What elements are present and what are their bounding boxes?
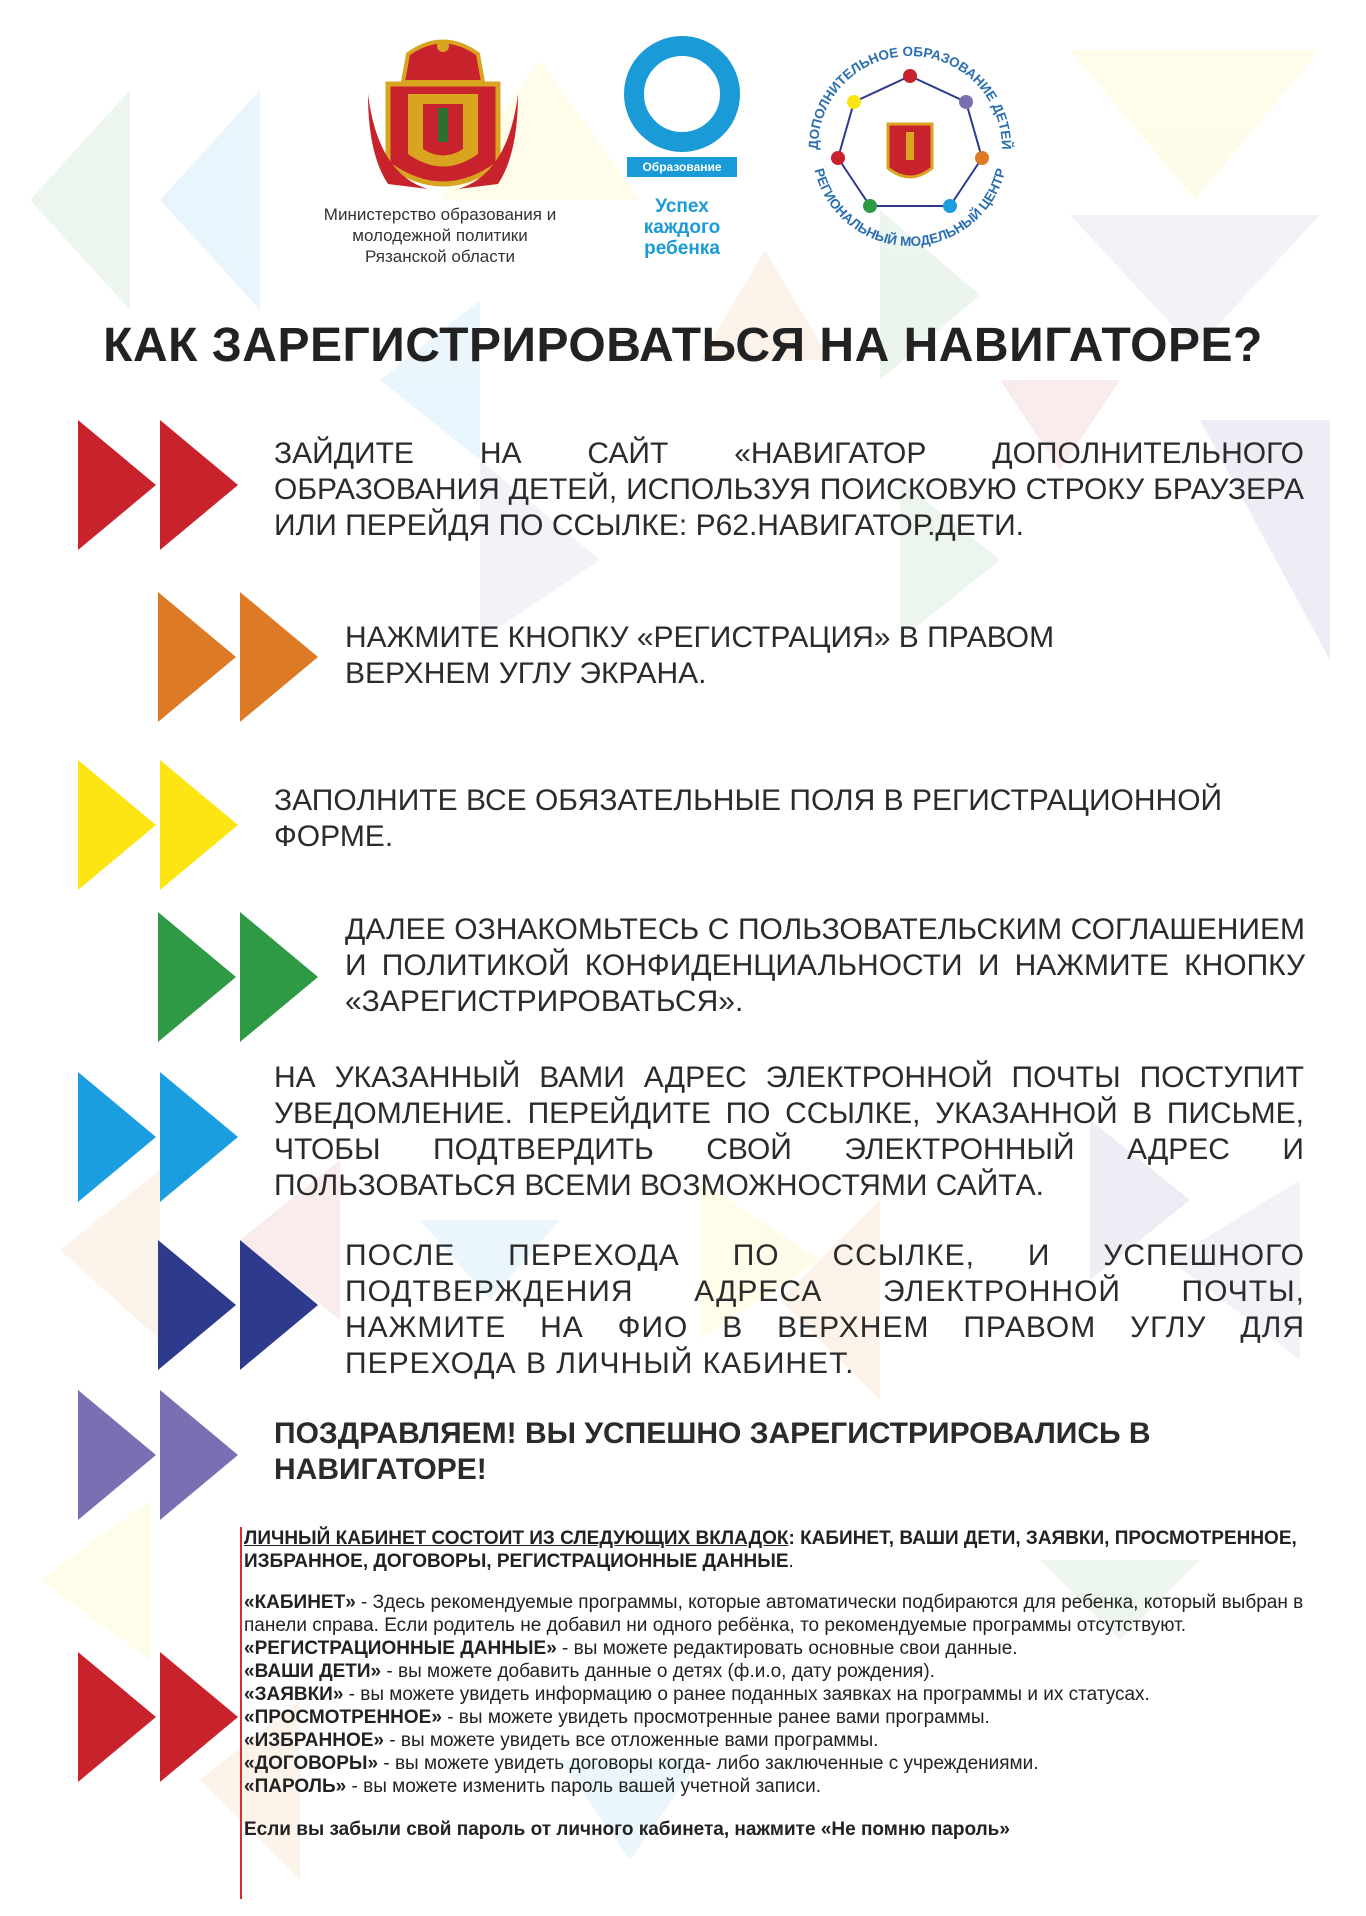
step-6-text: ПОСЛЕ ПЕРЕХОДА ПО ССЫЛКЕ, И УСПЕШНОГО ПОДТВЕРЖДЕНИЯ АДРЕСА ЭЛЕКТРОННОЙ ПОЧТЫ, НАЖМИТЕ НА ФИО В ВЕРХНЕМ ПРАВОМ УГЛУ ДЛЯ ПЕРЕХОДА В ЛИЧНЫЙ КАБИНЕТ.: [345, 1239, 1305, 1380]
info-value: - вы можете увидеть все отложенные вами программы.: [383, 1730, 879, 1751]
info-row-favorites: [244, 1729, 1330, 1752]
info-row-viewed: [244, 1706, 1330, 1729]
info-row-password: [244, 1775, 1330, 1798]
step-6-arrows: [158, 1240, 318, 1370]
step-2-arrows: [158, 592, 318, 722]
center-ring-top-text: ДОПОЛНИТЕЛЬНОЕ ОБРАЗОВАНИЕ ДЕТЕЙ: [805, 43, 1015, 150]
ministry-line-3: Рязанской области: [364, 247, 515, 266]
step-1-arrow-right: [160, 420, 238, 550]
slogan-line-2: каждого: [643, 217, 721, 238]
step-5-arrow-right: [160, 1072, 238, 1202]
step-2-arrow-left: [158, 592, 236, 722]
page-title: КАК ЗАРЕГИСТРИРОВАТЬСЯ НА НАВИГАТОРЕ?: [103, 319, 1263, 372]
info-key: «ВАШИ ДЕТИ»: [244, 1661, 382, 1682]
info-key: «ПАРОЛЬ»: [244, 1776, 347, 1797]
step-7-text: ПОЗДРАВЛЯЕМ! ВЫ УСПЕШНО ЗАРЕГИСТРИРОВАЛИСЬ В НАВИГАТОРЕ!: [274, 1417, 1151, 1486]
info-value: - вы можете изменить пароль вашей учетной записи.: [346, 1776, 822, 1797]
info-key: «РЕГИСТРАЦИОННЫЕ ДАННЫЕ»: [244, 1638, 557, 1659]
coat-of-arms-logo: [368, 34, 518, 199]
step-1-text: ЗАЙДИТЕ НА САЙТ «НАВИГАТОР ДОПОЛНИТЕЛЬНОГО ОБРАЗОВАНИЯ ДЕТЕЙ, ИСПОЛЬЗУЯ ПОИСКОВУЮ СТРОКУ БРАУЗЕРА ИЛИ ПЕРЕЙДЯ ПО ССЫЛКЕ: Р62.НАВИГАТОР.ДЕТИ.: [274, 437, 1304, 542]
step-6-arrow-right: [240, 1240, 318, 1370]
step-1-arrow-left: [78, 420, 156, 550]
personal-account-info: [240, 1527, 1330, 1899]
step-4-arrows: [158, 912, 318, 1042]
info-key: «ПРОСМОТРЕННОЕ»: [244, 1707, 442, 1728]
step-3-text: ЗАПОЛНИТЕ ВСЕ ОБЯЗАТЕЛЬНЫЕ ПОЛЯ В РЕГИСТРАЦИОННОЙ ФОРМЕ.: [274, 784, 1223, 853]
forgot-password-note: Если вы забыли свой пароль от личного кабинета, нажмите «Не помню пароль»: [244, 1819, 1010, 1840]
step-7-arrow-left: [78, 1390, 156, 1520]
tabs-heading: ЛИЧНЫЙ КАБИНЕТ СОСТОИТ ИЗ СЛЕДУЮЩИХ ВКЛАДОК: [244, 1528, 789, 1549]
education-project-logo: [618, 30, 746, 163]
step-3-arrows: [78, 760, 238, 890]
step-5-arrow-left: [78, 1072, 156, 1202]
step-6-arrow-left: [158, 1240, 236, 1370]
step-7-arrows: [78, 1390, 238, 1520]
step-4-arrow-right: [240, 912, 318, 1042]
step-1-arrows: [78, 420, 238, 550]
info-arrow-left: [78, 1652, 156, 1782]
step-3-arrow-left: [78, 760, 156, 890]
info-value: - вы можете добавить данные о детях (ф.и.о, дату рождения).: [381, 1661, 935, 1682]
info-value: - вы можете редактировать основные свои данные.: [556, 1638, 1018, 1659]
info-row-registration-data: [244, 1637, 1330, 1660]
education-badge: Образование: [627, 157, 737, 177]
ministry-name: [300, 204, 580, 267]
info-row-contracts: [244, 1752, 1330, 1775]
step-7-arrow-right: [160, 1390, 238, 1520]
info-value: - вы можете увидеть просмотренные ранее вами программы.: [441, 1707, 990, 1728]
step-5-arrows: [78, 1072, 238, 1202]
regional-center-emblem: [790, 28, 1030, 273]
step-4-arrow-left: [158, 912, 236, 1042]
ministry-line-1: Министерство образования и: [323, 205, 557, 224]
step-2-arrow-right: [240, 592, 318, 722]
info-key: «ЗАЯВКИ»: [244, 1684, 344, 1705]
svg-text:РЕГИОНАЛЬНЫЙ МОДЕЛЬНЫЙ ЦЕНТР: [811, 167, 1008, 249]
ministry-line-2: молодежной политики: [352, 226, 528, 245]
tabs-end: .: [788, 1551, 794, 1572]
info-key: «ИЗБРАННОЕ»: [244, 1730, 384, 1751]
step-2-text: НАЖМИТЕ КНОПКУ «РЕГИСТРАЦИЯ» В ПРАВОМ ВЕРХНЕМ УГЛУ ЭКРАНА.: [345, 621, 1055, 690]
info-value: - вы можете увидеть информацию о ранее поданных заявках на программы и их статусах.: [343, 1684, 1150, 1705]
slogan-line-3: ребенка: [644, 238, 720, 259]
education-slogan: [620, 196, 744, 259]
info-value: - Здесь рекомендуемые программы, которые автоматически подбираются для ребенка, который выбран в панели справа. Если родитель не добавил ни одного ребёнка, то рекомендуемые программы отсутствуют.: [244, 1592, 1304, 1636]
info-value: - вы можете увидеть договоры когда- либо заключенные с учреждениями.: [378, 1753, 1039, 1774]
tabs-list: : КАБИНЕТ, ВАШИ ДЕТИ, ЗАЯВКИ, ПРОСМОТРЕННОЕ, ИЗБРАННОЕ, ДОГОВОРЫ, РЕГИСТРАЦИОННЫЕ ДАННЫЕ: [244, 1528, 1297, 1572]
slogan-line-1: Успех: [655, 196, 709, 217]
step-5-text: НА УКАЗАННЫЙ ВАМИ АДРЕС ЭЛЕКТРОННОЙ ПОЧТЫ ПОСТУПИТ УВЕДОМЛЕНИЕ. ПЕРЕЙДИТЕ ПО ССЫЛКЕ, УКАЗАННОЙ В ПИСЬМЕ, ЧТОБЫ ПОДТВЕРДИТЬ СВОЙ ЭЛЕКТРОННЫЙ АДРЕС И ПОЛЬЗОВАТЬСЯ ВСЕМИ ВОЗМОЖНОСТЯМИ САЙТА.: [274, 1061, 1304, 1202]
step-4-text: ДАЛЕЕ ОЗНАКОМЬТЕСЬ С ПОЛЬЗОВАТЕЛЬСКИМ СОГЛАШЕНИЕМ И ПОЛИТИКОЙ КОНФИДЕНЦИАЛЬНОСТИ И НАЖМИТЕ КНОПКУ «ЗАРЕГИСТРИРОВАТЬСЯ».: [345, 913, 1305, 1018]
step-3-arrow-right: [160, 760, 238, 890]
tabs-description: [244, 1527, 1330, 1573]
info-row-cabinet: [244, 1591, 1330, 1637]
info-row-applications: [244, 1683, 1330, 1706]
center-ring-bottom-text: РЕГИОНАЛЬНЫЙ МОДЕЛЬНЫЙ ЦЕНТР: [811, 166, 1009, 250]
info-row-your-children: [244, 1660, 1330, 1683]
info-arrows: [78, 1652, 238, 1782]
info-key: «КАБИНЕТ»: [244, 1592, 356, 1613]
info-arrow-right: [160, 1652, 238, 1782]
info-key: «ДОГОВОРЫ»: [244, 1753, 379, 1774]
